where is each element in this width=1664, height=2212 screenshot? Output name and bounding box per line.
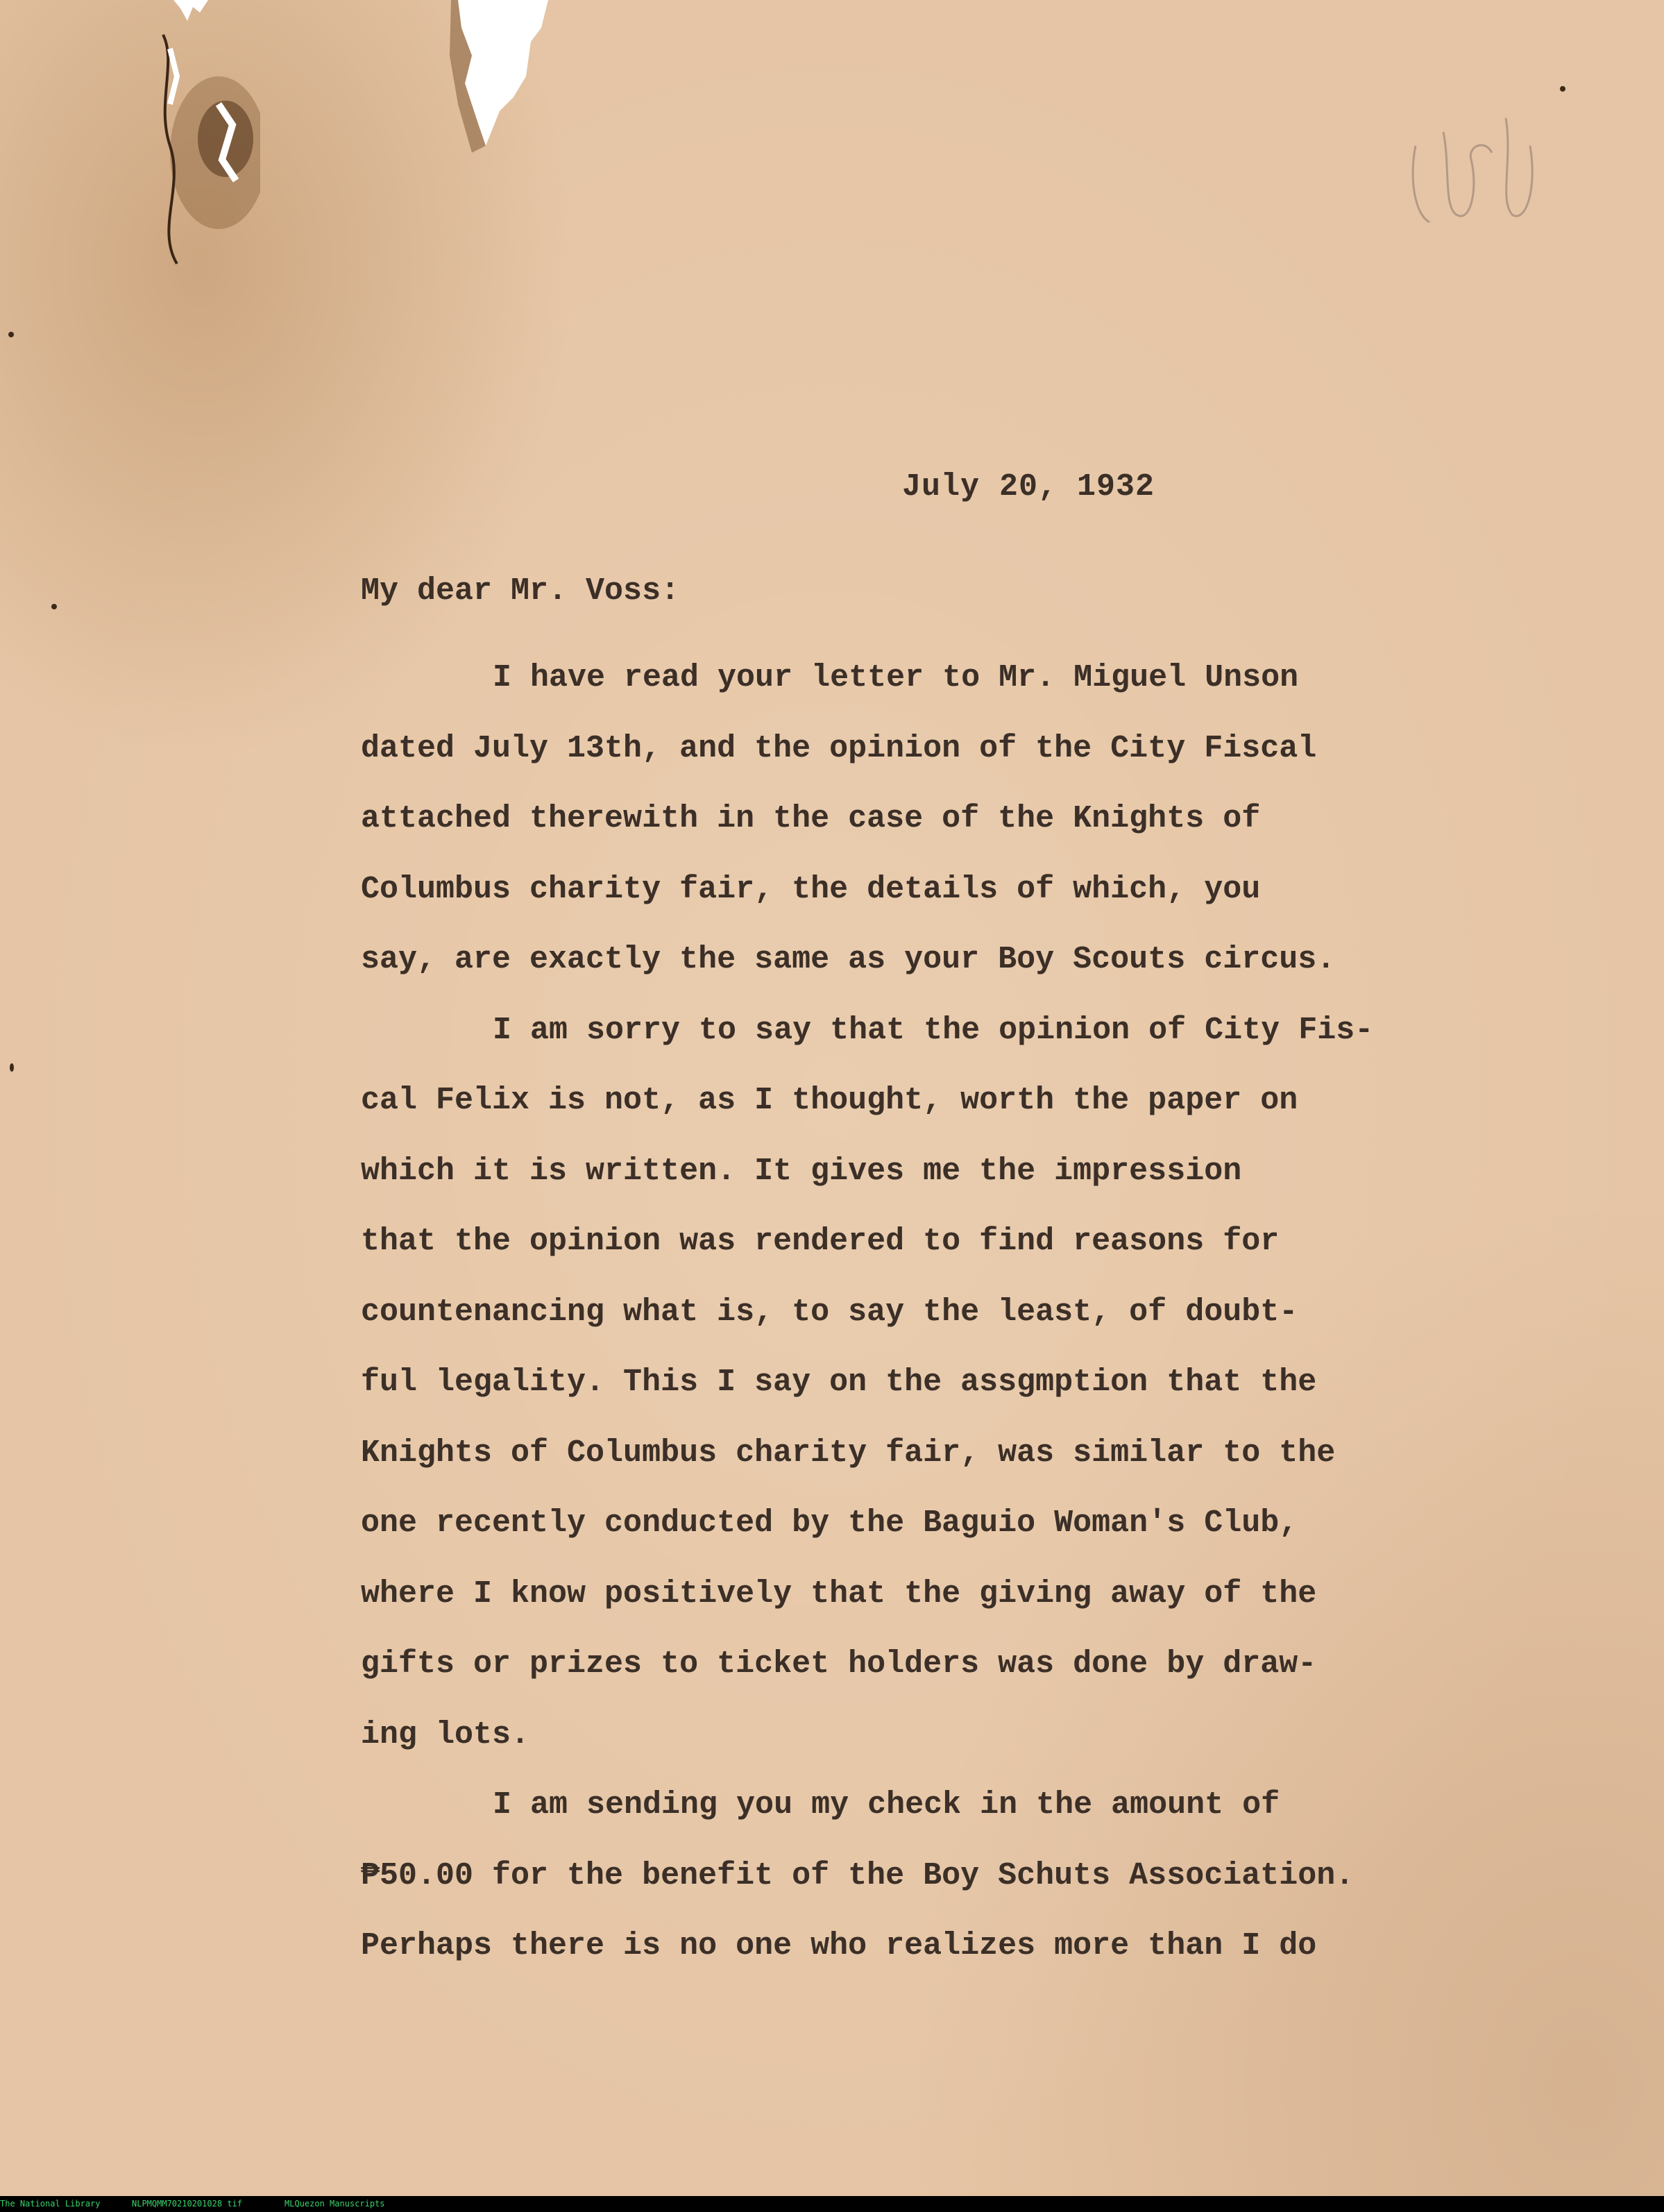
body-line: Perhaps there is no one who realizes more than I do [361,1928,1317,1964]
body-line: Columbus charity fair, the details of which, you [361,871,1261,907]
footer-collection: MLQuezon Manuscripts [285,2199,385,2209]
speck [8,332,14,337]
body-line: which it is written. It gives me the impression [361,1153,1242,1189]
scan-footer [0,2196,1664,2212]
body-line: where I know positively that the giving away of the [361,1576,1317,1612]
pencil-annotation [1402,104,1547,243]
body-line: I am sending you my check in the amount of [493,1787,1280,1823]
body-line: one recently conducted by the Baguio Woman's Club, [361,1505,1298,1541]
speck [51,604,57,609]
speck [10,1063,14,1072]
footer-file-id: NLPMQMM70210201028 tif [132,2199,242,2209]
body-line: I have read your letter to Mr. Miguel Unson [493,660,1299,695]
torn-edge [444,0,562,160]
body-line: Knights of Columbus charity fair, was similar to the [361,1435,1336,1471]
body-line: ing lots. [361,1716,530,1753]
body-line: attached therewith in the case of the Knights of [361,801,1261,836]
footer-archive: The National Library [0,2199,101,2209]
speck [1560,86,1565,92]
body-line: ful legality. This I say on the assgmption that the [361,1365,1317,1400]
body-line: say, are exactly the same as your Boy Scouts circus. [361,942,1336,977]
body-line: dated July 13th, and the opinion of the City Fiscal [361,730,1317,766]
body-line: cal Felix is not, as I thought, worth the paper on [361,1083,1298,1118]
staple-hole-tear [149,21,260,278]
body-line: ₱50.00 for the benefit of the Boy Schuts Association. [361,1857,1355,1893]
body-line: countenancing what is, to say the least, of doubt- [361,1294,1298,1330]
letter-date: July 20, 1932 [902,469,1155,505]
body-line: that the opinion was rendered to find reasons for [361,1224,1280,1259]
body-line: gifts or prizes to ticket holders was done by draw- [361,1646,1317,1682]
body-line: I am sorry to say that the opinion of City Fis- [493,1012,1374,1048]
salutation: My dear Mr. Voss: [361,573,680,609]
letter-body [361,643,1499,1982]
